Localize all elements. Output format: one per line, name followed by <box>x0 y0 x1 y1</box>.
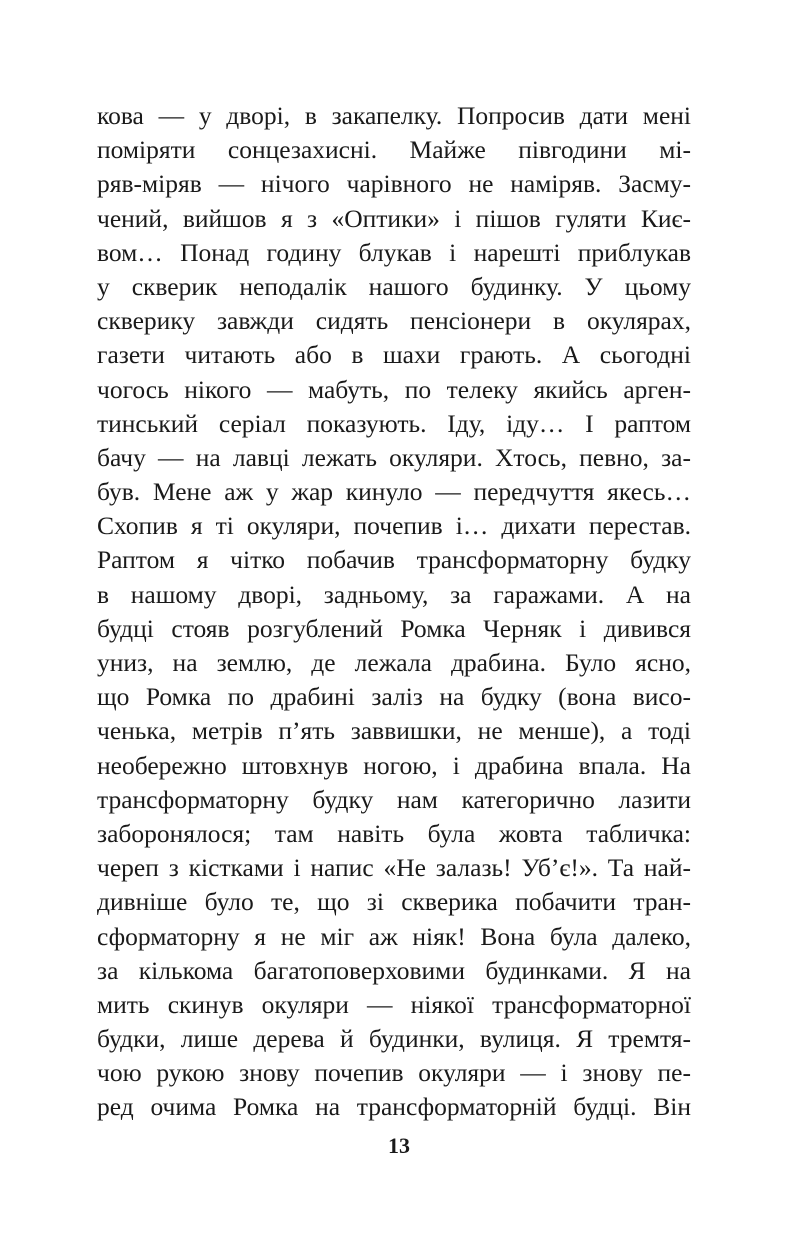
text-line-19: ченька, метрів п’ять заввишки, не менше), а тоді <box>97 716 691 746</box>
text-line-1: кова — у дворі, в закапелку. Попросив дати мені <box>97 101 691 130</box>
text-line-3: ряв-міряв — нічого чарівного не наміряв. Засму- <box>97 169 691 199</box>
text-line-17: униз, на землю, де лежала драбина. Було ясно, <box>97 648 691 677</box>
text-line-18: що Ромка по драбині заліз на будку (вона висо- <box>97 682 691 712</box>
text-line-22: заборонялося; там навіть була жовта табличка: <box>97 818 691 848</box>
text-line-14: Раптом я чітко побачив трансформаторну будку <box>97 545 691 575</box>
text-line-11: бачу — на лавці лежать окуляри. Хтось, певно, за- <box>97 442 691 472</box>
text-line-25: сформаторну я не міг аж ніяк! Вона була далеко, <box>97 921 691 951</box>
text-line-27: мить скинув окуляри — ніякої трансформаторної <box>97 989 691 1019</box>
text-line-6: у скверик неподалік нашого будинку. У цьому <box>97 271 691 301</box>
text-line-13: Схопив я ті окуляри, почепив і… дихати перестав. <box>97 511 691 541</box>
text-line-29: чою рукою знову почепив окуляри — і знову пе- <box>97 1058 691 1088</box>
text-line-21: трансформаторну будку нам категорично лазити <box>97 784 691 814</box>
text-line-8: газети читають або в шахи грають. А сьогодні <box>97 340 691 370</box>
text-line-28: будки, лише дерева й будинки, вулиця. Я тремтя- <box>97 1024 691 1054</box>
text-line-24: дивніше було те, що зі скверика побачити тран- <box>97 887 691 917</box>
text-line-26: за кількома багатоповерховими будинками. Я на <box>97 955 691 985</box>
text-line-10: тинський серіал показують. Іду, іду… І раптом <box>97 408 691 438</box>
text-line-23: череп з кістками і напис «Не залазь! Уб’є!». Та най- <box>97 853 691 883</box>
text-line-9: чогось нікого — мабуть, по телеку якийсь арген- <box>97 374 691 404</box>
page-number: 13 <box>388 1133 410 1158</box>
text-line-15: в нашому дворі, задньому, за гаражами. А на <box>97 579 691 609</box>
text-line-7: скверику завжди сидять пенсіонери в окулярах, <box>97 306 691 336</box>
text-line-30: ред очима Ромка на трансформаторній будці. Він <box>97 1092 691 1122</box>
text-line-20: необережно штовхнув ногою, і драбина впала. На <box>97 750 691 780</box>
text-line-2: поміряти сонцезахисні. Майже півгодини мі- <box>97 135 691 165</box>
text-line-16: будці стояв розгублений Ромка Черняк і дивився <box>97 613 691 643</box>
text-line-12: був. Мене аж у жар кинуло — передчуття якесь… <box>97 477 691 507</box>
body-text <box>97 99 691 1125</box>
text-line-5: вом… Понад годину блукав і нарешті приблукав <box>97 237 691 267</box>
text-line-4: чений, вийшов я з «Оптики» і пішов гуляти Киє- <box>97 203 691 233</box>
